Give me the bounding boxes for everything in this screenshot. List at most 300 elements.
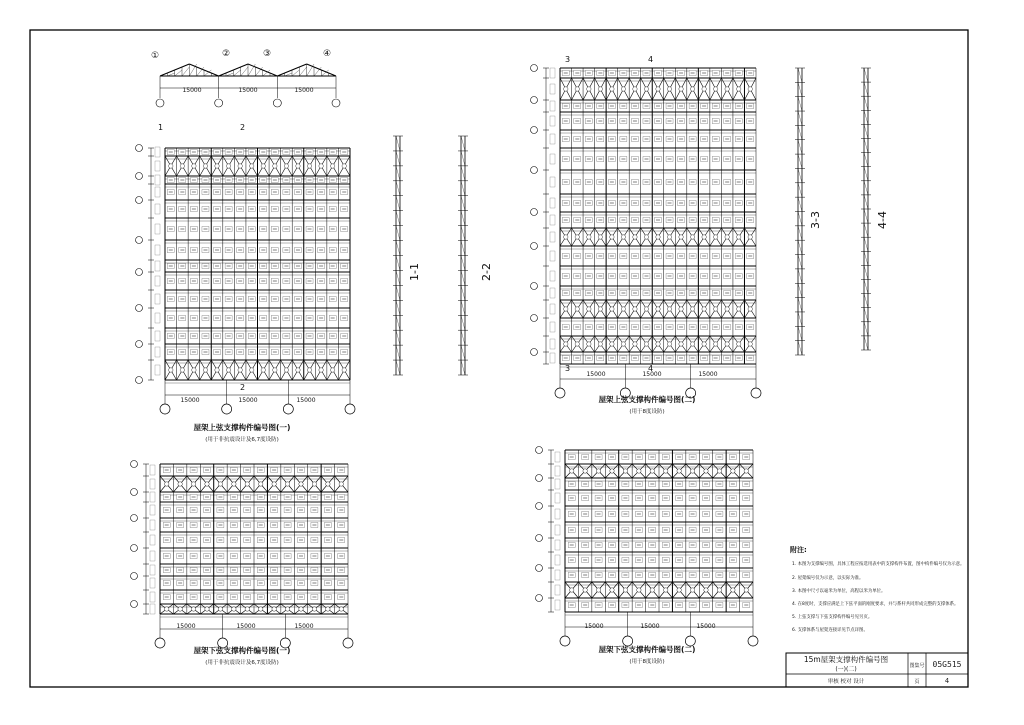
brace-node (575, 87, 579, 91)
brace-node (596, 469, 600, 473)
brace-node (285, 607, 289, 611)
section-diagonal (798, 111, 802, 125)
cut-mark-1-top: 1 (158, 123, 164, 132)
brace-node (272, 482, 276, 486)
dim-value-box (150, 535, 155, 545)
brace-node (731, 469, 735, 473)
brace-node (748, 307, 752, 311)
section-diagonal (396, 330, 400, 345)
brace-node (725, 307, 729, 311)
section-diagonal (864, 237, 868, 251)
brace-node (250, 164, 254, 168)
row-axis-bubble (531, 315, 538, 322)
dim-value-box (150, 479, 155, 489)
plan-tl-subtitle: (用于非抗震设计及6,7度设防) (205, 437, 279, 443)
brace-node (564, 307, 568, 311)
brace-node (285, 482, 289, 486)
plan-tr-subtitle: (用于8度设防) (629, 409, 665, 415)
brace-node (664, 588, 668, 592)
plan-tl-title: 屋架上弦支撑构件编号图(一) (193, 423, 291, 432)
brace-node (178, 482, 182, 486)
brace-node (326, 482, 330, 486)
section-diagonal (396, 300, 400, 315)
row-axis-bubble (536, 475, 543, 482)
brace-node (598, 235, 602, 239)
brace-node (725, 342, 729, 346)
cut-mark-3-top: 3 (565, 55, 571, 64)
dim-value-box (555, 452, 560, 462)
brace-node (319, 164, 323, 168)
section-diagonal (864, 251, 868, 265)
brace-node (598, 87, 602, 91)
section-diagonal (864, 223, 868, 237)
brace-node (575, 235, 579, 239)
brace-node (583, 588, 587, 592)
brace-node (598, 342, 602, 346)
brace-node (330, 368, 334, 372)
brace-node (180, 164, 184, 168)
section-diagonal (864, 153, 868, 167)
section-diagonal (396, 315, 400, 330)
dim-value-box (555, 585, 560, 595)
section-diagonal (798, 341, 802, 355)
brace-node (690, 469, 694, 473)
note-6: 6. 支撑体系与屋架连接详见节点详图。 (792, 628, 868, 633)
brace-node (339, 607, 343, 611)
plan-top-left (136, 145, 356, 415)
note-3: 3. 本图中尺寸以毫米为单位，高程以米为单位。 (792, 589, 886, 594)
dim-value-box (550, 251, 555, 261)
column-axis-bubble (555, 388, 565, 398)
row-axis-bubble (136, 305, 143, 312)
section-diagonal (798, 298, 802, 312)
dim-value-box (555, 493, 560, 503)
plan-bl-span-2: 15000 (236, 623, 256, 630)
cut-mark-2-bottom: 2 (240, 383, 246, 392)
brace-node (598, 307, 602, 311)
row-axis-bubble (531, 283, 538, 290)
dim-value-box (150, 604, 155, 614)
brace-node (610, 87, 614, 91)
brace-node (677, 469, 681, 473)
brace-node (644, 87, 648, 91)
brace-node (656, 87, 660, 91)
notes-block (790, 545, 964, 633)
dim-value-box (550, 353, 555, 363)
dim-value-box (555, 540, 560, 550)
section-diagonal (864, 280, 868, 294)
brace-node (667, 235, 671, 239)
plan-bottom-left (131, 461, 354, 649)
brace-node (203, 164, 207, 168)
brace-node (261, 164, 265, 168)
brace-node (191, 607, 195, 611)
brace-node (299, 482, 303, 486)
column-axis-bubble (156, 99, 164, 107)
brace-node (621, 235, 625, 239)
plan-br-subtitle: (用于8度设防) (629, 659, 665, 665)
dim-value-box (155, 224, 160, 234)
brace-node (226, 368, 230, 372)
section-diagonal (396, 270, 400, 285)
section-diagonal (461, 360, 465, 375)
brace-node (690, 588, 694, 592)
section-diagonal (798, 168, 802, 182)
web-diagonal (292, 70, 299, 76)
dim-value-box (155, 204, 160, 214)
brace-node (307, 164, 311, 168)
brace-node (644, 342, 648, 346)
plan-br-span-3: 15000 (696, 623, 716, 630)
dim-value-box (550, 198, 555, 208)
brace-node (564, 342, 568, 346)
row-axis-bubble (531, 209, 538, 216)
section-diagonal (864, 82, 868, 96)
column-axis-bubble (222, 404, 232, 414)
column-axis-bubble (560, 636, 570, 646)
section-diagonal (396, 285, 400, 300)
brace-node (250, 368, 254, 372)
dim-value-box (150, 505, 155, 515)
column-axis-bubble (343, 638, 353, 648)
note-1: 1. 本图为支撑编号图，具体工程应按选用表中的支撑构件布置，图中构件编号仅为示意。 (792, 562, 965, 567)
brace-node (238, 368, 242, 372)
plan-tl-span-3: 15000 (296, 397, 316, 404)
plan-bl-title: 屋架下弦支撑构件编号图(一) (193, 646, 291, 655)
section-diagonal (798, 183, 802, 197)
brace-node (664, 469, 668, 473)
dim-value-box (155, 147, 160, 157)
brace-node (296, 368, 300, 372)
section-diagonal (864, 110, 868, 124)
brace-node (261, 368, 265, 372)
brace-node (570, 588, 574, 592)
web-diagonal (182, 67, 189, 76)
dim-value-box (155, 245, 160, 255)
brace-node (679, 307, 683, 311)
brace-node (610, 307, 614, 311)
brace-node (326, 607, 330, 611)
section-diagonal (461, 226, 465, 241)
brace-node (667, 307, 671, 311)
brace-node (650, 588, 654, 592)
section-diagonal (798, 226, 802, 240)
brace-node (702, 342, 706, 346)
plan-tl-span-2: 15000 (238, 397, 258, 404)
column-axis-bubble (751, 388, 761, 398)
section-diagonal (864, 209, 868, 223)
dim-value-box (555, 525, 560, 535)
brace-node (623, 588, 627, 592)
note-4: 4. 在8度时，支撑应满足上下弦平面的刚度要求，并与系杆共同形成完整的支撑体系。 (792, 602, 959, 607)
cut-mark-4-bottom: 4 (648, 364, 654, 373)
dim-value-box (150, 578, 155, 588)
brace-node (273, 164, 277, 168)
brace-node (621, 87, 625, 91)
brace-node (690, 87, 694, 91)
dim-value-box (155, 187, 160, 197)
brace-node (690, 307, 694, 311)
brace-node (342, 368, 346, 372)
row-axis-bubble (136, 197, 143, 204)
brace-node (312, 482, 316, 486)
page-label: 页 (914, 679, 920, 685)
brace-node (165, 607, 169, 611)
dim-value-box (550, 154, 555, 164)
title-block-title: 15m屋架支撑构件编号图 (803, 655, 889, 664)
web-diagonal (241, 67, 248, 76)
brace-node (587, 235, 591, 239)
row-axis-bubble (136, 237, 143, 244)
section-diagonal (461, 256, 465, 271)
section-diagonal (798, 326, 802, 340)
brace-node (272, 607, 276, 611)
row-axis-bubble (536, 535, 543, 542)
dim-value-box (150, 551, 155, 561)
row-axis-bubble (131, 461, 138, 468)
section-diagonal (864, 181, 868, 195)
brace-node (226, 164, 230, 168)
brace-node (273, 368, 277, 372)
section-diagonal (798, 197, 802, 211)
dim-value-box (155, 261, 160, 271)
row-axis-bubble (131, 489, 138, 496)
row-axis-bubble (136, 377, 143, 384)
brace-node (713, 342, 717, 346)
dim-value-box (555, 479, 560, 489)
brace-node (702, 307, 706, 311)
section-diagonal (396, 241, 400, 256)
brace-node (192, 164, 196, 168)
section-diagonal (461, 211, 465, 226)
row-axis-bubble (531, 127, 538, 134)
brace-node (748, 235, 752, 239)
brace-node (713, 235, 717, 239)
plan-tl-span-1: 15000 (180, 397, 200, 404)
brace-node (717, 588, 721, 592)
row-axis-bubble (536, 565, 543, 572)
dim-value-box (550, 339, 555, 349)
plan-bottom-right-spans (584, 623, 715, 630)
brace-node (307, 368, 311, 372)
brace-node (165, 482, 169, 486)
dim-value-box (150, 465, 155, 475)
brace-node (713, 87, 717, 91)
plan-bottom-right (536, 447, 759, 647)
brace-node (633, 235, 637, 239)
brace-node (656, 235, 660, 239)
brace-node (644, 307, 648, 311)
section-diagonal (396, 226, 400, 241)
column-axis-bubble (345, 404, 355, 414)
dim-value-box (155, 175, 160, 185)
column-axis-bubble (155, 638, 165, 648)
dim-value-box (550, 232, 555, 242)
brace-node (284, 164, 288, 168)
brace-node (744, 469, 748, 473)
section-diagonal (798, 312, 802, 326)
section-diagonal (798, 97, 802, 111)
dim-value-box (550, 116, 555, 126)
brace-node (339, 482, 343, 486)
section-diagonal (798, 283, 802, 297)
brace-node (245, 607, 249, 611)
brace-node (319, 368, 323, 372)
brace-node (623, 469, 627, 473)
section-diagonal (864, 195, 868, 209)
section-diagonal (396, 166, 400, 181)
web-diagonal (175, 70, 182, 76)
section-diagonal (798, 269, 802, 283)
brace-node (587, 87, 591, 91)
dim-value-box (155, 365, 160, 375)
dim-value-box (555, 555, 560, 565)
brace-node (737, 87, 741, 91)
brace-node (178, 607, 182, 611)
section-diagonal (461, 241, 465, 256)
brace-node (583, 469, 587, 473)
dim-value-box (550, 68, 555, 78)
brace-node (667, 87, 671, 91)
row-axis-bubble (131, 515, 138, 522)
brace-node (610, 588, 614, 592)
plan-tr-span-1: 15000 (586, 371, 606, 378)
section-diagonal (864, 68, 868, 82)
brace-node (704, 469, 708, 473)
brace-node (218, 482, 222, 486)
dim-value-box (150, 565, 155, 575)
brace-node (633, 342, 637, 346)
column-axis-bubble (748, 636, 758, 646)
plan-top-left-spans (180, 397, 315, 404)
brace-node (656, 342, 660, 346)
section-diagonal (461, 300, 465, 315)
row-axis-bubble (531, 65, 538, 72)
section-diagonal (798, 154, 802, 168)
web-diagonal (299, 67, 306, 76)
section-diagonal (864, 167, 868, 181)
section-label-4-4: 4-4 (876, 211, 889, 229)
dim-value-box (550, 177, 555, 187)
brace-node (259, 607, 263, 611)
row-axis-bubble (131, 545, 138, 552)
title-block (786, 653, 968, 687)
dim-value-box (150, 492, 155, 502)
row-axis-bubble (531, 349, 538, 356)
brace-node (169, 368, 173, 372)
column-axis-bubble (160, 404, 170, 414)
dim-value-box (150, 520, 155, 530)
elevation-axis-3: ③ (262, 49, 272, 59)
elevation-axis-1: ① (150, 51, 160, 61)
section-label-1-1: 1-1 (408, 263, 421, 281)
brace-node (633, 87, 637, 91)
plan-bl-subtitle: (用于非抗震设计及6,7度设防) (205, 660, 279, 666)
section-diagonal (798, 240, 802, 254)
note-2: 2. 屋架编号仅为示意，以实际为准。 (792, 576, 864, 581)
brace-node (180, 368, 184, 372)
brace-node (575, 342, 579, 346)
brace-node (690, 342, 694, 346)
row-axis-bubble (136, 173, 143, 180)
section-diagonal (461, 166, 465, 181)
brace-node (637, 588, 641, 592)
brace-node (169, 164, 173, 168)
section-diagonal (798, 140, 802, 154)
column-axis-bubble (215, 99, 223, 107)
dim-value-box (550, 134, 555, 144)
brace-node (215, 368, 219, 372)
brace-node (245, 482, 249, 486)
brace-node (564, 87, 568, 91)
column-axis-bubble (273, 99, 281, 107)
section-diagonal (864, 294, 868, 308)
brace-node (679, 342, 683, 346)
dim-value-box (550, 215, 555, 225)
brace-node (203, 368, 207, 372)
brace-node (205, 607, 209, 611)
brace-node (232, 482, 236, 486)
section-diagonal (461, 151, 465, 166)
atlas-number: 05G515 (932, 660, 962, 669)
brace-node (259, 482, 263, 486)
cut-mark-3-bottom: 3 (565, 364, 571, 373)
section-diagonal (396, 360, 400, 375)
section-diagonal (864, 322, 868, 336)
dim-value-box (155, 313, 160, 323)
dim-value-box (555, 509, 560, 519)
row-axis-bubble (131, 573, 138, 580)
row-axis-bubble (536, 595, 543, 602)
brace-node (737, 235, 741, 239)
section-diagonal (798, 255, 802, 269)
plan-tr-span-2: 15000 (642, 371, 662, 378)
elevation-span-3: 15000 (294, 87, 314, 94)
section-label-3-3: 3-3 (809, 211, 822, 229)
dim-value-box (155, 276, 160, 286)
plan-br-span-1: 15000 (584, 623, 604, 630)
section-diagonal (396, 345, 400, 360)
brace-node (713, 307, 717, 311)
row-axis-bubble (136, 145, 143, 152)
section-diagonal (461, 270, 465, 285)
brace-node (656, 307, 660, 311)
brace-node (610, 342, 614, 346)
dim-value-box (555, 466, 560, 476)
dim-value-box (155, 347, 160, 357)
title-block-row2: 审核 校对 设计 (827, 679, 865, 685)
dim-value-box (550, 322, 555, 332)
column-axis-bubble (283, 404, 293, 414)
brace-node (610, 235, 614, 239)
brace-node (744, 588, 748, 592)
notes-heading: 附注: (790, 546, 807, 554)
dim-value-box (150, 592, 155, 602)
section-diagonal (864, 308, 868, 322)
elevation-span-1: 15000 (182, 87, 202, 94)
brace-node (284, 368, 288, 372)
row-axis-bubble (531, 243, 538, 250)
plan-top-right (531, 65, 762, 399)
brace-node (679, 87, 683, 91)
dim-value-box (155, 331, 160, 341)
brace-node (218, 607, 222, 611)
brace-node (575, 307, 579, 311)
cut-mark-4-top: 4 (648, 55, 654, 64)
brace-node (205, 482, 209, 486)
page-number: 4 (944, 677, 950, 685)
brace-node (677, 588, 681, 592)
